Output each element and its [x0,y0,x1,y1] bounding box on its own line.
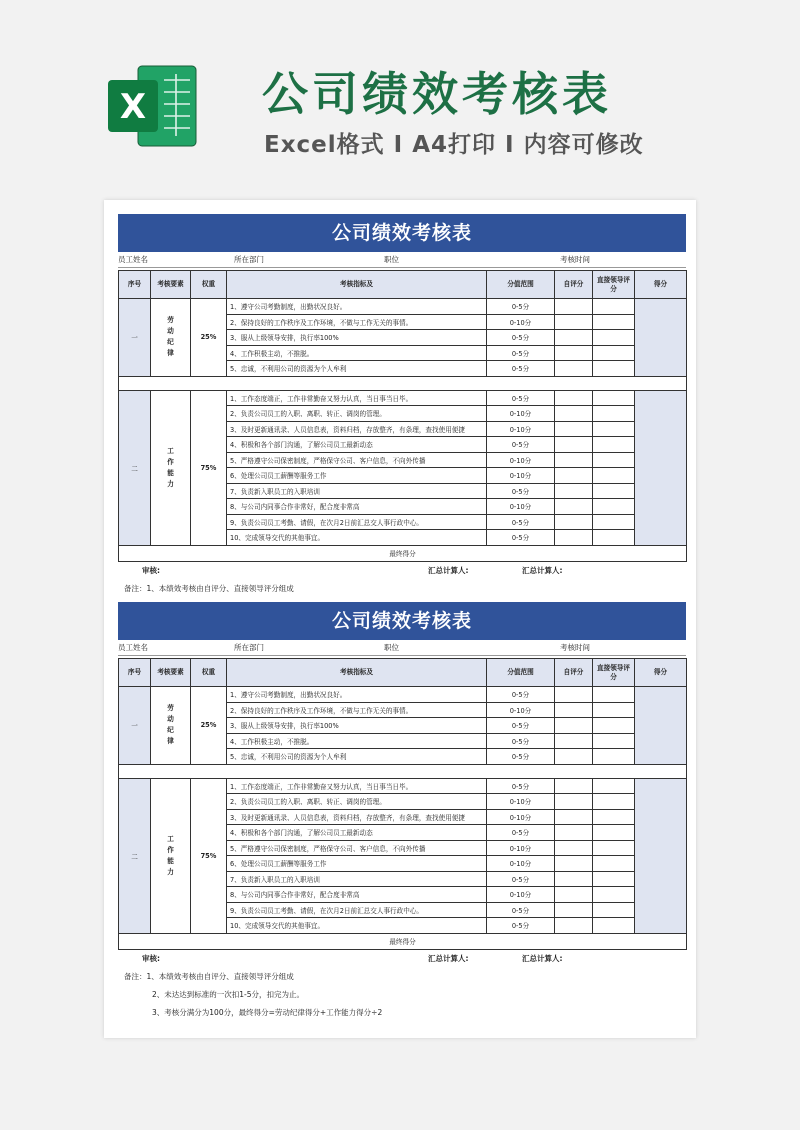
score-range: 0-10分 [487,452,555,468]
header-indicator: 考核指标及 [227,659,487,687]
leader-score-cell[interactable] [593,406,635,422]
section-number: 二 [119,390,151,545]
note-line: 2、未达达到标准的一次扣1-5分，扣完为止。 [152,989,305,999]
self-score-cell[interactable] [555,778,593,794]
indicator-text: 4、工作积极主动，不推脱。 [227,733,487,749]
score-range: 0-10分 [487,840,555,856]
leader-score-cell[interactable] [593,530,635,546]
score-range: 0-5分 [487,299,555,315]
indicator-text: 3、服从上级领导安排，执行率100% [227,718,487,734]
leader-score-cell[interactable] [593,809,635,825]
score-range: 0-10分 [487,809,555,825]
section-factor [151,778,191,933]
self-score-cell[interactable] [555,918,593,934]
self-score-cell[interactable] [555,390,593,406]
table-row [119,778,687,794]
leader-score-cell[interactable] [593,718,635,734]
header-range: 分值范围 [487,271,555,299]
self-score-cell[interactable] [555,809,593,825]
document-sheet [104,200,696,1038]
leader-score-cell[interactable] [593,825,635,841]
indicator-text: 4、积极和各个部门沟通，了解公司员工最新动态 [227,437,487,453]
section-factor-text: 劳动纪律 [167,704,174,746]
score-range: 0-5分 [487,749,555,765]
score-range: 0-10分 [487,406,555,422]
indicator-text: 5、严格遵守公司保密制度，严格保守公司、客户信息，不向外传播 [227,452,487,468]
excel-logo-icon [104,58,200,154]
indicator-text: 8、与公司内同事合作非常好，配合度非常高 [227,887,487,903]
section-factor [151,687,191,765]
leader-score-cell[interactable] [593,778,635,794]
leader-score-cell[interactable] [593,749,635,765]
leader-score-cell[interactable] [593,330,635,346]
audit-label: 审核: [142,565,160,575]
self-score-cell[interactable] [555,702,593,718]
section-factor-text: 劳动纪律 [167,316,174,358]
kpi-table [118,270,687,562]
indicator-text: 1、遵守公司考勤制度，出勤状况良好。 [227,299,487,315]
score-range: 0-5分 [487,530,555,546]
employee-name-label: 员工姓名 [118,643,148,652]
self-score-cell[interactable] [555,468,593,484]
leader-score-cell[interactable] [593,483,635,499]
leader-score-cell[interactable] [593,361,635,377]
appraisal-form-2 [118,602,686,1022]
header-leader-score: 直接领导评分 [593,271,635,299]
self-score-cell[interactable] [555,421,593,437]
indicator-text: 7、负责新入职员工的入职培训 [227,871,487,887]
final-score-row [119,545,687,561]
indicator-text: 3、及时更新通讯录、人员信息表，资料归档，存放整齐，有条理，查找使用便捷 [227,421,487,437]
department-label: 所在部门 [234,255,264,264]
leader-score-cell[interactable] [593,840,635,856]
self-score-cell[interactable] [555,345,593,361]
final-score-label: 最终得分 [119,933,687,949]
header-score: 得分 [635,659,687,687]
self-score-cell[interactable] [555,483,593,499]
form-title: 公司绩效考核表 [118,214,686,252]
indicator-text: 2、负责公司员工的入职、离职、转正、调岗的管理。 [227,794,487,810]
score-range: 0-5分 [487,437,555,453]
note-line: 3、考核分满分为100分，最终得分=劳动纪律得分+工作能力得分÷2 [152,1007,383,1017]
indicator-text: 10、完成领导交代的其他事宜。 [227,530,487,546]
section-score-cell[interactable] [635,390,687,545]
final-score-row [119,933,687,949]
summary-calculator-label-1: 汇总计算人: [428,953,469,963]
employee-name-label: 员工姓名 [118,255,148,264]
indicator-text: 7、负责新入职员工的入职培训 [227,483,487,499]
signature-row [118,950,686,968]
score-range: 0-5分 [487,390,555,406]
score-range: 0-5分 [487,918,555,934]
notes [118,968,686,1022]
leader-score-cell[interactable] [593,856,635,872]
section-score-cell[interactable] [635,687,687,765]
leader-score-cell[interactable] [593,452,635,468]
leader-score-cell[interactable] [593,345,635,361]
indicator-text: 1、工作态度端正，工作非常勤奋又努力认真，当日事当日毕。 [227,390,487,406]
employee-info-row [118,640,686,656]
leader-score-cell[interactable] [593,702,635,718]
hero-banner [0,0,800,190]
indicator-text: 2、保持良好的工作秩序及工作环境，不做与工作无关的事情。 [227,314,487,330]
header-factor: 考核要素 [151,659,191,687]
self-score-cell[interactable] [555,718,593,734]
score-range: 0-10分 [487,794,555,810]
indicator-text: 4、工作积极主动，不推脱。 [227,345,487,361]
self-score-cell[interactable] [555,406,593,422]
appraisal-time-label: 考核时间 [560,255,590,264]
section-factor [151,299,191,377]
score-range: 0-10分 [487,702,555,718]
header-self-score: 自评分 [555,271,593,299]
header-no: 序号 [119,271,151,299]
excel-logo-letter: X [119,87,147,127]
indicator-text: 2、负责公司员工的入职、离职、转正、调岗的管理。 [227,406,487,422]
position-label: 职位 [384,643,399,652]
section-factor-text: 工作能力 [167,446,174,488]
self-score-cell[interactable] [555,794,593,810]
header-range: 分值范围 [487,659,555,687]
hero-subtitle: Excel格式 I A4打印 I 内容可修改 [264,132,644,158]
score-range: 0-5分 [487,733,555,749]
self-score-cell[interactable] [555,887,593,903]
section-factor-text: 工作能力 [167,834,174,876]
leader-score-cell[interactable] [593,299,635,315]
indicator-text: 10、完成领导交代的其他事宜。 [227,918,487,934]
score-range: 0-5分 [487,483,555,499]
self-score-cell[interactable] [555,687,593,703]
score-range: 0-5分 [487,778,555,794]
department-label: 所在部门 [234,643,264,652]
leader-score-cell[interactable] [593,733,635,749]
self-score-cell[interactable] [555,452,593,468]
leader-score-cell[interactable] [593,902,635,918]
self-score-cell[interactable] [555,871,593,887]
score-range: 0-5分 [487,902,555,918]
score-range: 0-10分 [487,421,555,437]
note-line: 备注：1、本绩效考核由自评分、直接领导评分组成 [124,971,294,981]
section-score-cell[interactable] [635,778,687,933]
notes [118,580,686,598]
table-row [119,687,687,703]
self-score-cell[interactable] [555,856,593,872]
indicator-text: 1、遵守公司考勤制度，出勤状况良好。 [227,687,487,703]
score-range: 0-5分 [487,345,555,361]
signature-row [118,562,686,580]
leader-score-cell[interactable] [593,794,635,810]
indicator-text: 5、严格遵守公司保密制度，严格保守公司、客户信息，不向外传播 [227,840,487,856]
indicator-text: 6、处理公司员工薪酬等服务工作 [227,468,487,484]
indicator-text: 3、及时更新通讯录、人员信息表，资料归档，存放整齐，有条理，查找使用便捷 [227,809,487,825]
indicator-text: 1、工作态度端正，工作非常勤奋又努力认真，当日事当日毕。 [227,778,487,794]
employee-info-row [118,252,686,268]
note-line: 备注：1、本绩效考核由自评分、直接领导评分组成 [124,583,294,593]
self-score-cell[interactable] [555,437,593,453]
appraisal-form-1 [118,214,686,598]
score-range: 0-5分 [487,871,555,887]
section-gap-row [119,764,687,778]
leader-score-cell[interactable] [593,687,635,703]
self-score-cell[interactable] [555,902,593,918]
table-row [119,299,687,315]
position-label: 职位 [384,255,399,264]
score-range: 0-10分 [487,314,555,330]
appraisal-time-label: 考核时间 [560,643,590,652]
leader-score-cell[interactable] [593,871,635,887]
hero-title: 公司绩效考核表 [262,67,612,121]
score-range: 0-5分 [487,718,555,734]
score-range: 0-10分 [487,887,555,903]
section-score-cell[interactable] [635,299,687,377]
self-score-cell[interactable] [555,825,593,841]
self-score-cell[interactable] [555,530,593,546]
indicator-text: 4、积极和各个部门沟通，了解公司员工最新动态 [227,825,487,841]
section-weight: 75% [191,390,227,545]
score-range: 0-5分 [487,514,555,530]
leader-score-cell[interactable] [593,437,635,453]
summary-calculator-label-2: 汇总计算人: [522,565,563,575]
section-weight: 75% [191,778,227,933]
leader-score-cell[interactable] [593,918,635,934]
score-range: 0-5分 [487,330,555,346]
section-number: 一 [119,299,151,377]
leader-score-cell[interactable] [593,421,635,437]
score-range: 0-5分 [487,687,555,703]
section-gap-cell [119,376,687,390]
section-factor [151,390,191,545]
section-gap-row [119,376,687,390]
header-score: 得分 [635,271,687,299]
leader-score-cell[interactable] [593,499,635,515]
section-number: 一 [119,687,151,765]
header-indicator: 考核指标及 [227,271,487,299]
header-leader-score: 直接领导评分 [593,659,635,687]
self-score-cell[interactable] [555,749,593,765]
score-range: 0-10分 [487,856,555,872]
section-weight: 25% [191,299,227,377]
self-score-cell[interactable] [555,840,593,856]
summary-calculator-label-2: 汇总计算人: [522,953,563,963]
leader-score-cell[interactable] [593,887,635,903]
header-factor: 考核要素 [151,271,191,299]
self-score-cell[interactable] [555,361,593,377]
self-score-cell[interactable] [555,514,593,530]
leader-score-cell[interactable] [593,468,635,484]
header-weight: 权重 [191,271,227,299]
indicator-text: 9、负责公司员工考勤、请假，在次月2日前汇总交人事行政中心。 [227,514,487,530]
audit-label: 审核: [142,953,160,963]
section-gap-cell [119,764,687,778]
kpi-table [118,658,687,950]
section-weight: 25% [191,687,227,765]
indicator-text: 9、负责公司员工考勤、请假，在次月2日前汇总交人事行政中心。 [227,902,487,918]
score-range: 0-10分 [487,468,555,484]
summary-calculator-label-1: 汇总计算人: [428,565,469,575]
indicator-text: 3、服从上级领导安排，执行率100% [227,330,487,346]
self-score-cell[interactable] [555,314,593,330]
self-score-cell[interactable] [555,499,593,515]
table-header-row [119,659,687,687]
header-weight: 权重 [191,659,227,687]
score-range: 0-5分 [487,361,555,377]
leader-score-cell[interactable] [593,514,635,530]
self-score-cell[interactable] [555,299,593,315]
indicator-text: 5、忠诚，不利用公司的资源为个人牟利 [227,361,487,377]
header-no: 序号 [119,659,151,687]
table-row [119,390,687,406]
indicator-text: 6、处理公司员工薪酬等服务工作 [227,856,487,872]
self-score-cell[interactable] [555,733,593,749]
indicator-text: 2、保持良好的工作秩序及工作环境，不做与工作无关的事情。 [227,702,487,718]
indicator-text: 8、与公司内同事合作非常好，配合度非常高 [227,499,487,515]
score-range: 0-5分 [487,825,555,841]
leader-score-cell[interactable] [593,314,635,330]
form-title: 公司绩效考核表 [118,602,686,640]
self-score-cell[interactable] [555,330,593,346]
final-score-label: 最终得分 [119,545,687,561]
indicator-text: 5、忠诚，不利用公司的资源为个人牟利 [227,749,487,765]
table-header-row [119,271,687,299]
header-self-score: 自评分 [555,659,593,687]
leader-score-cell[interactable] [593,390,635,406]
score-range: 0-10分 [487,499,555,515]
section-number: 二 [119,778,151,933]
